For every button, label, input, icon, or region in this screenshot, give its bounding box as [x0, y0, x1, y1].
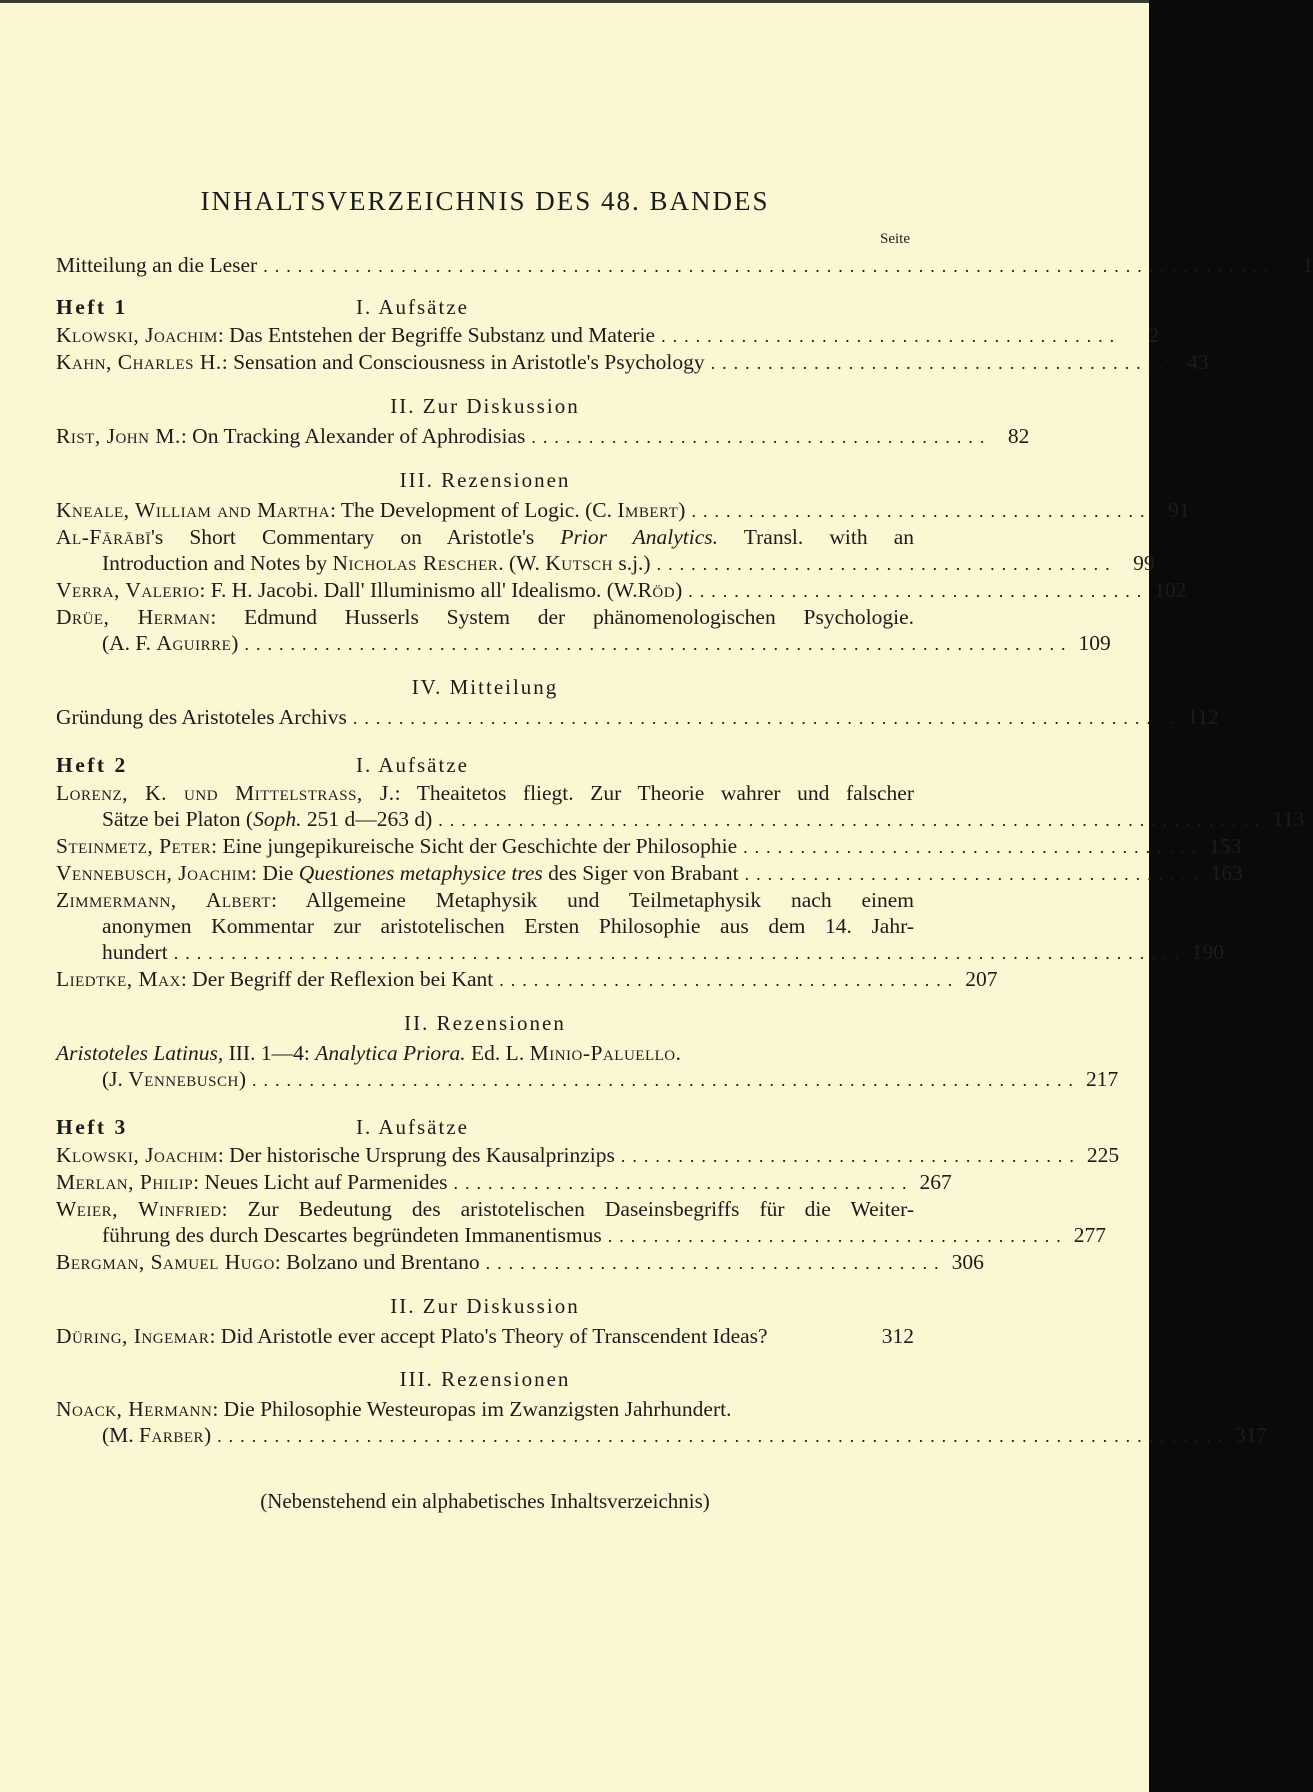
entry-title-rest: Transl. with an [718, 525, 914, 549]
section-heading: II. Rezensionen [404, 1011, 566, 1035]
toc-entry [56, 704, 1219, 731]
leader-dots: ........................................ [620, 1146, 1081, 1166]
page-number: 91 [1167, 498, 1190, 522]
entry-title: Gründung des Aristoteles Archivs [56, 705, 347, 729]
entry-work: Soph. [253, 807, 302, 831]
entry-title: : F. H. Jacobi. Dall' Illuminismo all' Idealismo. (W. [199, 578, 638, 602]
entry-title: : On Tracking Alexander of Aphrodisias [180, 424, 526, 448]
entry-work: Aristoteles Latinus, [56, 1041, 224, 1065]
entry-work: Analytica Priora. [315, 1041, 466, 1065]
entry-close: ) [678, 498, 686, 522]
toc-entry [56, 1196, 1106, 1249]
toc-entry [56, 252, 1313, 279]
page-number: 99 [1133, 551, 1155, 575]
section-heading: I. Aufsätze [356, 1115, 469, 1139]
page-edge [0, 0, 1149, 3]
leader-dots: ........................................................................................ [217, 1426, 1230, 1446]
section-heading: I. Aufsätze [356, 295, 469, 319]
toc-entry [56, 349, 1209, 376]
entry-author: Lorenz, K. und Mittelstrass, J. [56, 781, 395, 805]
page-number: 207 [965, 967, 998, 991]
leader-dots: ........................................ [743, 837, 1204, 857]
entry-reviewer: Imbert [617, 498, 679, 522]
entry-author: Bergman, Samuel Hugo [56, 1250, 275, 1274]
entry-close: ) [231, 631, 239, 655]
page-number: 317 [1235, 1423, 1268, 1447]
leader-dots: ........................................ [710, 353, 1171, 373]
page-number: 190 [1191, 940, 1224, 964]
toc-entry [56, 497, 1190, 524]
leader-dots: ........................................................................ [244, 634, 1073, 654]
entry-author: Rist, John M. [56, 424, 181, 448]
entry-author: Merlan, Philip [56, 1170, 194, 1194]
entry-title: : Der historische Ursprung des Kausalprinzips [217, 1143, 615, 1167]
toc-entry [56, 860, 1243, 887]
page-number: 225 [1086, 1143, 1120, 1167]
entry-title: : Der Begriff der Reflexion bei Kant [180, 967, 494, 991]
entry-continuation: Introduction and Notes by [102, 551, 333, 575]
toc-entry [56, 1142, 1120, 1169]
leader-dots: ........................................ [656, 554, 1117, 574]
heft-1-header [56, 295, 914, 320]
toc-entry [56, 1169, 952, 1196]
leader-dots: ........................................................................ [252, 1070, 1080, 1090]
entry-author: Noack, Hermann [56, 1397, 213, 1421]
page-number: 2 [1148, 323, 1160, 347]
entry-author: Liedtke, Max [56, 967, 181, 991]
toc-entry [56, 833, 1242, 860]
entry-reviewer: Röd [637, 578, 676, 602]
toc-entry [56, 1323, 914, 1349]
entry-close: s.j.) [612, 551, 651, 575]
entry-review-open: (A. F. [102, 631, 157, 655]
entry-title-rest: Ed. L. [465, 1041, 530, 1065]
entry-review-open: . (W. [498, 551, 546, 575]
leader-dots: ........................................ [453, 1173, 914, 1193]
entry-author: Klowski, Joachim [56, 1143, 218, 1167]
entry-title: : Allgemeine Metaphysik und Teilmetaphysik nach einem [270, 888, 914, 912]
entry-title: : Das Entstehen der Begriffe Substanz und Materie [217, 323, 656, 347]
page-number: 277 [1073, 1223, 1106, 1247]
entry-continuation: hundert [102, 940, 168, 964]
section-heading: I. Aufsätze [356, 753, 469, 777]
entry-author: Kneale, William and Martha [56, 498, 330, 522]
entry-author: Verra, Valerio [56, 578, 200, 602]
entry-close: ) [675, 578, 683, 602]
entry-review-open: (J. [102, 1067, 129, 1091]
entry-title: : Edmund Husserls System der phänomenologischen Psychologie. [210, 605, 914, 629]
toc-entry [56, 1040, 1119, 1093]
section-heading: IV. Mitteilung [411, 675, 559, 699]
page-number: 153 [1209, 834, 1242, 858]
leader-dots: ........................................ [744, 864, 1205, 884]
entry-author: Steinmetz, Peter [56, 834, 212, 858]
page-number: 1 [1302, 253, 1313, 277]
entry-title: : Sensation and Consciousness in Aristotle's Psychology [221, 350, 705, 374]
entry-reviewer: Aguirre [156, 631, 232, 655]
leader-dots: ........................................ [688, 581, 1149, 601]
page-title: INHALTSVERZEICHNIS DES 48. BANDES [200, 186, 770, 216]
entry-close: ) [204, 1423, 212, 1447]
leader-dots: ........................................ [531, 427, 992, 447]
entry-title: : Zur Bedeutung des aristotelischen Daseinsbegriffs für die Weiter- [221, 1197, 915, 1221]
heft-label: Heft 3 [56, 1115, 128, 1139]
page-number: 82 [1007, 424, 1030, 448]
page-number: 267 [919, 1170, 952, 1194]
leader-dots: ........................................................................ [438, 810, 1267, 830]
page-column-label: Seite [880, 231, 910, 247]
section-heading: II. Zur Diskussion [390, 1294, 580, 1318]
heft-3-header [56, 1115, 914, 1140]
entry-title: Mitteilung an die Leser [56, 253, 258, 277]
page-number: 217 [1086, 1067, 1119, 1091]
page-number: 312 [881, 1324, 914, 1348]
toc-entry [56, 887, 1224, 966]
entry-author: Zimmermann, Albert [56, 888, 271, 912]
entry-author: Düring, Ingemar [56, 1324, 210, 1348]
entry-work: Prior Analytics. [560, 525, 719, 549]
entry-continuation: anonymen Kommentar zur aristotelischen Ersten Philosophie aus dem 14. Jahr- [102, 914, 914, 938]
heft-label: Heft 2 [56, 753, 128, 777]
entry-reviewer: Farber [139, 1423, 204, 1447]
entry-title: : Did Aristotle ever accept Plato's Theory of Transcendent Ideas? [209, 1324, 768, 1348]
toc-entry [56, 1396, 1268, 1449]
entry-title: 's Short Commentary on Aristotle's [150, 525, 561, 549]
leader-dots: ........................................ [691, 501, 1152, 521]
section-heading: III. Rezensionen [399, 468, 571, 492]
leader-dots: ........................................ [485, 1253, 946, 1273]
entry-author: Vennebusch, Joachim [56, 861, 251, 885]
entry-editor: Minio-Paluello. [529, 1041, 682, 1065]
entry-title-rest: des Siger von Brabant [542, 861, 739, 885]
toc-entry [56, 423, 1030, 450]
toc-entry [56, 1249, 984, 1276]
leader-dots: ........................................................................................ [263, 256, 1276, 276]
toc-entry [56, 966, 998, 993]
heft-2-header [56, 753, 914, 778]
page-number: 113 [1272, 807, 1305, 831]
entry-title: : The Development of Logic. (C. [329, 498, 618, 522]
section-heading: III. Rezensionen [399, 1367, 571, 1391]
entry-author: Weier, Winfried [56, 1197, 222, 1221]
page-number: 112 [1187, 705, 1219, 729]
toc [56, 186, 1313, 1514]
toc-entry [56, 780, 1305, 833]
entry-author: Drüe, Herman [56, 605, 211, 629]
entry-title: : Die Philosophie Westeuropas im Zwanzigsten Jahrhundert. [212, 1397, 732, 1421]
leader-dots: ........................................ [499, 970, 960, 990]
entry-title: : Neues Licht auf Parmenides [193, 1170, 448, 1194]
leader-dots: ........................................ [661, 326, 1122, 346]
entry-title: : Die [251, 861, 299, 885]
entry-continuation: Sätze bei Platon ( [102, 807, 254, 831]
entry-author: Klowski, Joachim [56, 323, 218, 347]
footer-note: (Nebenstehend ein alphabetisches Inhaltsverzeichnis) [260, 1489, 710, 1513]
entry-title: : Eine jungepikureische Sicht der Geschichte der Philosophie [211, 834, 738, 858]
page-number: 109 [1078, 631, 1111, 655]
toc-entry [56, 322, 1160, 349]
leader-dots: ........................................................................................ [173, 943, 1186, 963]
page-number: 43 [1187, 350, 1209, 374]
entry-reviewer: Kutsch [545, 551, 613, 575]
toc-entry [56, 577, 1187, 604]
entry-author: Kahn, Charles H. [56, 350, 222, 374]
heft-label: Heft 1 [56, 295, 128, 319]
entry-editor: Nicholas Rescher [332, 551, 499, 575]
entry-review-open: (M. [102, 1423, 140, 1447]
entry-work: Questiones metaphysice tres [298, 861, 543, 885]
entry-reviewer: Vennebusch [128, 1067, 239, 1091]
entry-title: III. 1—4: [223, 1041, 316, 1065]
toc-entry [56, 524, 1155, 577]
toc-entry [56, 604, 1111, 657]
entry-close: ) [238, 1067, 246, 1091]
page-number: 102 [1154, 578, 1187, 602]
page-number: 163 [1210, 861, 1243, 885]
section-heading: II. Zur Diskussion [390, 394, 580, 418]
leader-dots: ........................................ [607, 1226, 1068, 1246]
leader-dots: ........................................................................ [352, 708, 1181, 728]
entry-title: : Bolzano und Brentano [274, 1250, 480, 1274]
entry-continuation: führung des durch Descartes begründeten Immanentismus [102, 1223, 602, 1247]
page-number: 306 [951, 1250, 984, 1274]
entry-author: Al-Fārābī [56, 525, 151, 549]
entry-continuation: 251 d—263 d) [301, 807, 433, 831]
entry-title: : Theaitetos fliegt. Zur Theorie wahrer und falscher [394, 781, 915, 805]
